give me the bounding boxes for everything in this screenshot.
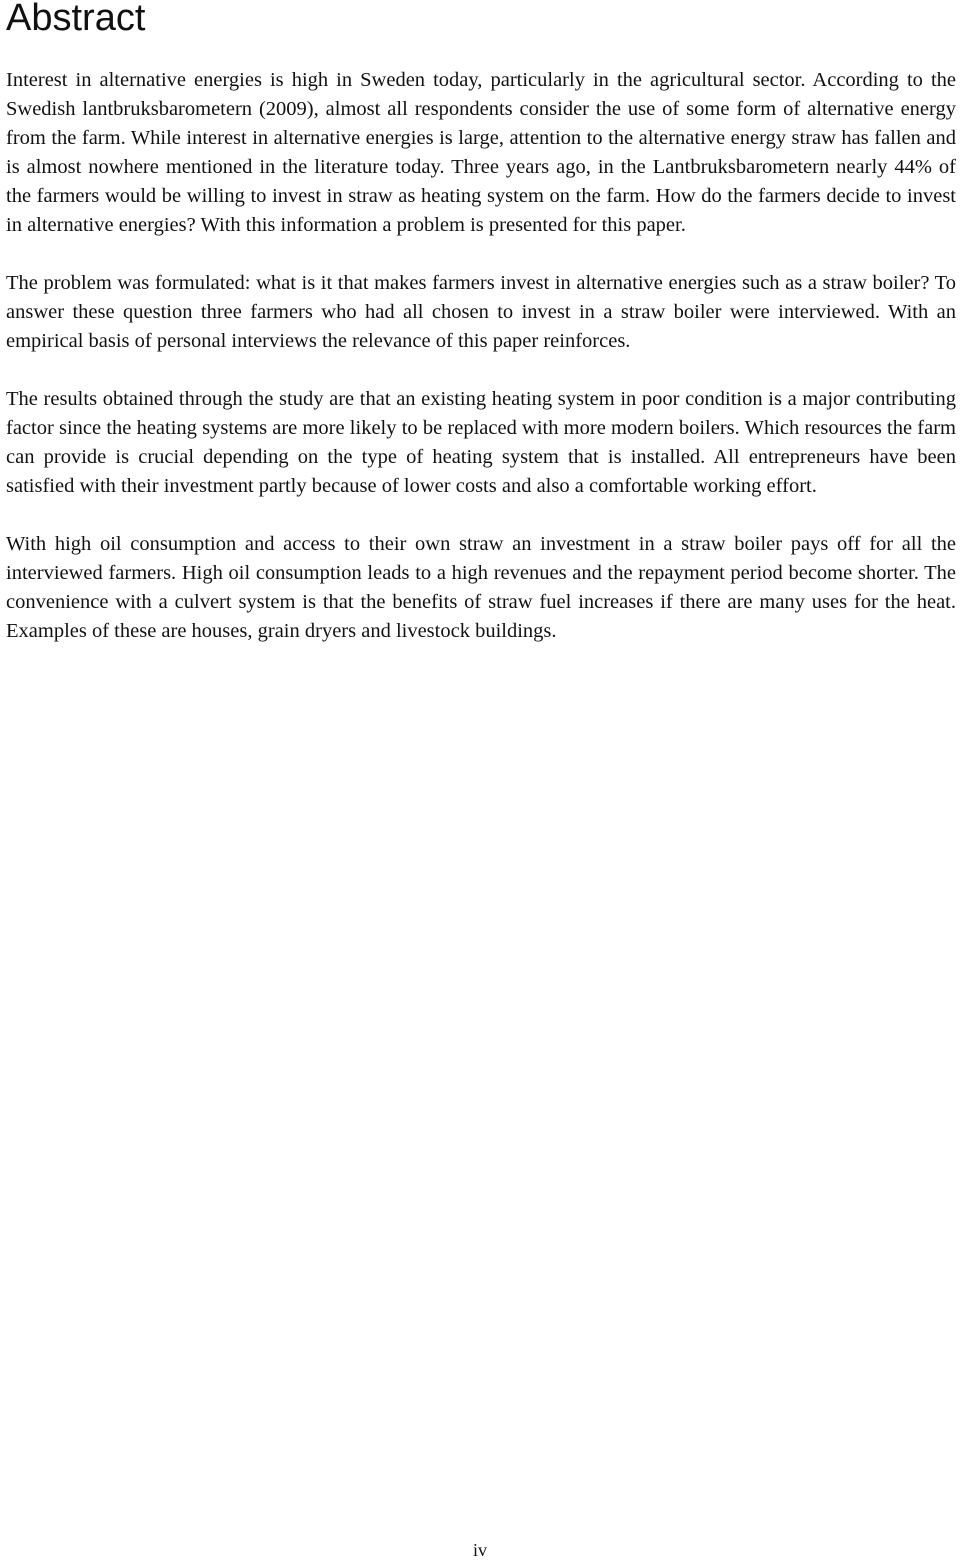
abstract-paragraph: The problem was formulated: what is it that makes farmers invest in alternative energies such as a straw boiler? To answer these question three farmers who had all chosen to invest in a straw boiler were interviewed. With an empirical basis of personal interviews the relevance of this paper reinforces. bbox=[6, 272, 956, 352]
abstract-paragraph: The results obtained through the study are that an existing heating system in poor condition is a major contributing factor since the heating systems are more likely to be replaced with more modern boilers. Which resources the farm can provide is crucial depending on the type of heating system that is installed. All entrepreneurs have been satisfied with their investment partly because of lower costs and also a comfortable working effort. bbox=[6, 388, 956, 497]
page-title: Abstract bbox=[6, 0, 146, 39]
abstract-paragraph: Interest in alternative energies is high in Sweden today, particularly in the agricultural sector. According to the Swedish lantbruksbarometern (2009), almost all respondents consider the use of some form of alternative energy from the farm. While interest in alternative energies is large, attention to the alternative energy straw has fallen and is almost nowhere mentioned in the literature today. Three years ago, in the Lantbruksbarometern nearly 44% of the farmers would be willing to invest in straw as heating system on the farm. How do the farmers decide to invest in alternative energies? With this information a problem is presented for this paper. bbox=[6, 69, 956, 236]
page-number: iv bbox=[472, 1540, 487, 1560]
abstract-paragraph: With high oil consumption and access to their own straw an investment in a straw boiler pays off for all the interviewed farmers. High oil consumption leads to a high revenues and the repayment period become shorter. The convenience with a culvert system is that the benefits of straw fuel increases if there are many uses for the heat. Examples of these are houses, grain dryers and livestock buildings. bbox=[6, 533, 956, 642]
abstract-body bbox=[6, 66, 956, 646]
